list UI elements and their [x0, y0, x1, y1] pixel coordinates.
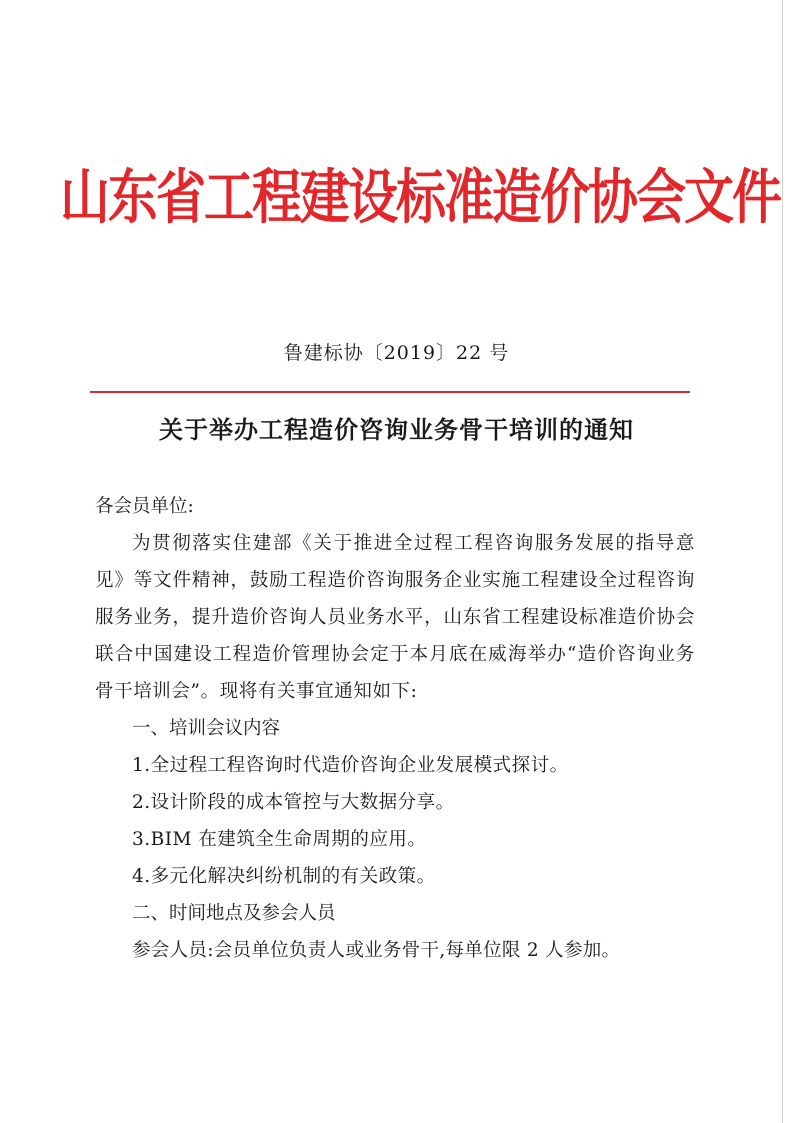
section-heading-time-place: 二、时间地点及参会人员: [132, 903, 336, 924]
attendees-note: 参会人员:会员单位负责人或业务骨干,每单位限 2 人参加。: [132, 940, 621, 961]
salutation: 各会员单位:: [95, 496, 194, 517]
list-item: 4.多元化解决纠纷机制的有关政策。: [132, 866, 436, 887]
list-item: 3.BIM 在建筑全生命周期的应用。: [132, 829, 427, 850]
list-item: 1.全过程工程咨询时代造价咨询企业发展模式探讨。: [132, 755, 569, 776]
masthead-title: 山东省工程建设标准造价协会文件: [60, 161, 780, 232]
red-divider: [90, 391, 690, 393]
notice-body: [95, 488, 695, 969]
section-heading-content: 一、培训会议内容: [132, 718, 281, 739]
document-number: 鲁建标协〔2019〕22 号: [283, 342, 510, 364]
notice-title: 关于举办工程造价咨询业务骨干培训的通知: [159, 415, 634, 444]
list-item: 2.设计阶段的成本管控与大数据分享。: [132, 792, 455, 813]
page-edge-line: [782, 0, 783, 1123]
intro-paragraph: 为贯彻落实住建部《关于推进全过程工程咨询服务发展的指导意见》等文件精神，鼓励工程造价咨询服务企业实施工程建设全过程咨询服务业务，提升造价咨询人员业务水平，山东省工程建设标准造价协会联合中国建设工程造价管理协会定于本月底在威海举办“造价咨询业务骨干培训会”。现将有关事宜通知如下:: [95, 533, 695, 702]
